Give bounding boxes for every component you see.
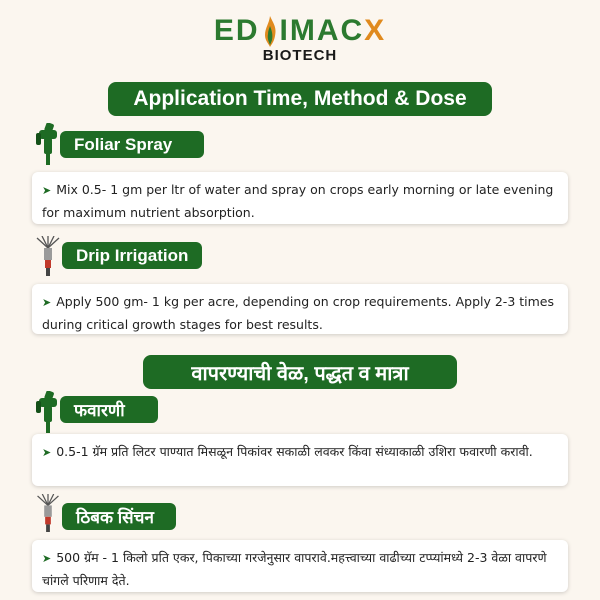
arrow-bullet-icon: ➤ (42, 446, 52, 459)
marathi-section-title: वापरण्याची वेळ, पद्धत व मात्रा (143, 355, 457, 389)
marathi-drip-label: ठिबक सिंचन (62, 503, 176, 530)
arrow-bullet-icon: ➤ (42, 184, 52, 197)
logo-text-right: IMAC (279, 14, 365, 47)
foliar-spray-card (32, 172, 568, 224)
logo-text-x: X (364, 14, 387, 47)
arrow-bullet-icon: ➤ (42, 552, 52, 565)
drip-irrigation-label: Drip Irrigation (62, 242, 202, 269)
spray-gun-icon (33, 123, 63, 165)
logo-subtitle: BIOTECH (262, 47, 338, 64)
drip-irrigation-card (32, 284, 568, 334)
drip-emitter-icon (33, 494, 63, 532)
logo-text-left: ED (213, 14, 260, 47)
drip-emitter-icon (33, 236, 63, 276)
marathi-foliar-text: 0.5-1 ग्रॅम प्रति लिटर पाण्यात मिसळून पिकांवर सकाळी लवकर किंवा संध्याकाळी उशिरा फवारणी करावी. (56, 444, 533, 459)
logo-wordmark (214, 14, 386, 48)
brand-logo (0, 14, 600, 64)
marathi-drip-text: 500 ग्रॅम - 1 किलो प्रति एकर, पिकाच्या गरजेनुसार वापरावे.महत्त्वाच्या वाढीच्या टप्प्यांमध्ये 2-3 वेळा वापरणे चांगले परिणाम देते. (42, 550, 547, 588)
flame-icon (261, 14, 279, 48)
foliar-spray-label: Foliar Spray (60, 131, 204, 158)
drip-irrigation-text: Apply 500 gm- 1 kg per acre, depending on crop requirements. Apply 2-3 times during critical growth stages for best results. (42, 294, 554, 332)
english-section-title: Application Time, Method & Dose (108, 82, 492, 116)
spray-gun-icon (33, 391, 63, 433)
foliar-spray-text: Mix 0.5- 1 gm per ltr of water and spray on crops early morning or late evening for maximum nutrient absorption. (42, 182, 554, 220)
marathi-drip-card (32, 540, 568, 592)
marathi-foliar-label: फवारणी (60, 396, 158, 423)
marathi-foliar-card (32, 434, 568, 486)
arrow-bullet-icon: ➤ (42, 296, 52, 309)
